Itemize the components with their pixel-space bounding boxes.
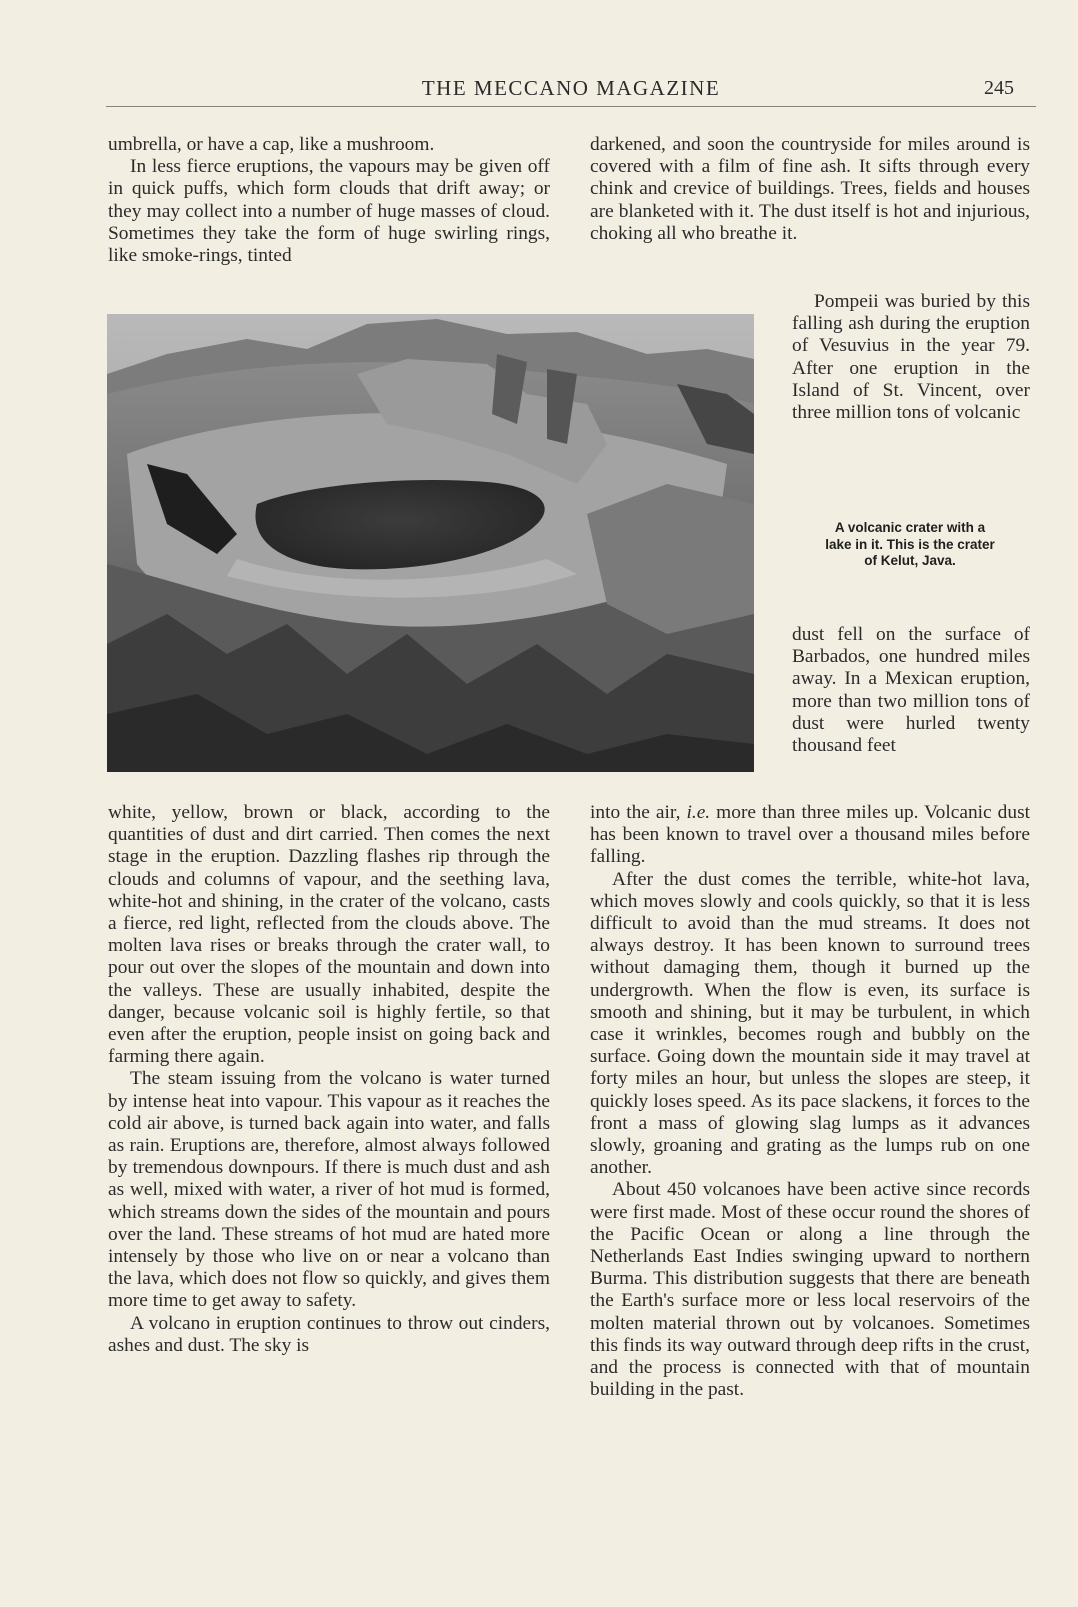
caption-line: lake in it. This is the crater [825, 536, 995, 552]
magazine-title: THE MECCANO MAGAZINE [421, 76, 721, 100]
paragraph: In less fierce eruptions, the vapours may be given off in quick puffs, which form clouds that drift away; or they may collect into a number of huge masses of cloud. Sometimes they take the form of huge swirling rings, like smoke-rings, tinted [108, 156, 550, 267]
right-column-top [590, 134, 1030, 245]
paragraph: The steam issuing from the volcano is water turned by intense heat into vapour. This vapour as it reaches the cold air above, is turned back again into water, and falls as rain. Eruptions are, therefore, almost always followed by tremendous downpours. If there is much dust and ash as well, mixed with water, a river of hot mud is formed, which streams down the sides of the mountain and pours over the land. These streams of hot mud are hated more intensely by those who live on or near a volcano than the lava, which does not flow so quickly, and gives them more time to get away to safety. [108, 1068, 550, 1312]
paragraph: dust fell on the surface of Barbados, one hundred miles away. In a Mexican eruption, more than two million tons of dust were hurled twenty thousand feet [792, 624, 1030, 757]
text-run: more than three miles up. Volcanic dust has been known to travel over a thousand miles before falling. [590, 802, 1031, 868]
paragraph: white, yellow, brown or black, according to the quantities of dust and dirt carried. Then comes the next stage in the eruption. Dazzling flashes rip through the clouds and columns of vapour, and the seething lava, white-hot and shining, in the crater of the volcano, casts a fierce, red light, reflected from the clouds above. The molten lava rises or breaks through the crater wall, to pour out over the slopes of the mountain and down into the valleys. These are usually inhabited, despite the danger, because volcanic soil is highly fertile, so that even after the eruption, people insist on going back and farming there again. [108, 802, 550, 1068]
paragraph: A volcano in eruption continues to throw out cinders, ashes and dust. The sky is [108, 1312, 550, 1356]
paragraph: umbrella, or have a cap, like a mushroom. [108, 134, 435, 155]
italic-text: i.e. [686, 802, 711, 823]
crater-photo-graphic [107, 314, 754, 772]
paragraph: After the dust comes the terrible, white-hot lava, which moves slowly and cools quickly, so that it is less difficult to avoid than the mud streams. It does not always destroy. It has been known to surround trees without damaging them, though it burned up the undergrowth. When the flow is even, its surface is smooth and shining, but it may be turbulent, in which case it wrinkles, becomes rough and bubbly on the surface. Going down the mountain side it may travel at forty miles an hour, but unless the slopes are steep, it quickly loses speed. As its pace slackens, it forces to the front a mass of glowing slag lumps as it advances slowly, groaning and grating as the lumps rub on one another. [590, 868, 1030, 1179]
right-column-bottom [590, 802, 1030, 1401]
paragraph [590, 802, 1030, 869]
caption-line: of Kelut, Java. [864, 553, 956, 568]
narrow-column-a [792, 291, 1030, 424]
page-header [106, 74, 1036, 107]
left-column-top [108, 134, 550, 267]
left-column-bottom [108, 802, 550, 1357]
paragraph: darkened, and soon the countryside for miles around is covered with a film of fine ash. It sifts through every chink and crevice of buildings. Trees, fields and houses are blanketed with it. The dust itself is hot and injurious, choking all who breathe it. [590, 134, 1030, 244]
narrow-column-b [792, 624, 1030, 757]
text-run: into the air, [590, 802, 687, 823]
crater-photo [107, 314, 754, 772]
photo-caption [790, 520, 1030, 570]
page-number: 245 [984, 77, 1014, 99]
caption-line: A volcanic crater with a [834, 520, 986, 535]
paragraph: Pompeii was buried by this falling ash during the eruption of Vesuvius in the year 79. After one eruption in the Island of St. Vincent, over three million tons of volcanic [792, 291, 1030, 424]
paragraph: About 450 volcanoes have been active since records were first made. Most of these occur round the shores of the Pacific Ocean or along a line through the Netherlands East Indies swinging upward to northern Burma. This distribution suggests that there are beneath the Earth's surface more or less local reservoirs of the molten material thrown out by volcanoes. Sometimes this finds its way outward through deep rifts in the crust, and the process is connected with that of mountain building in the past. [590, 1179, 1030, 1401]
